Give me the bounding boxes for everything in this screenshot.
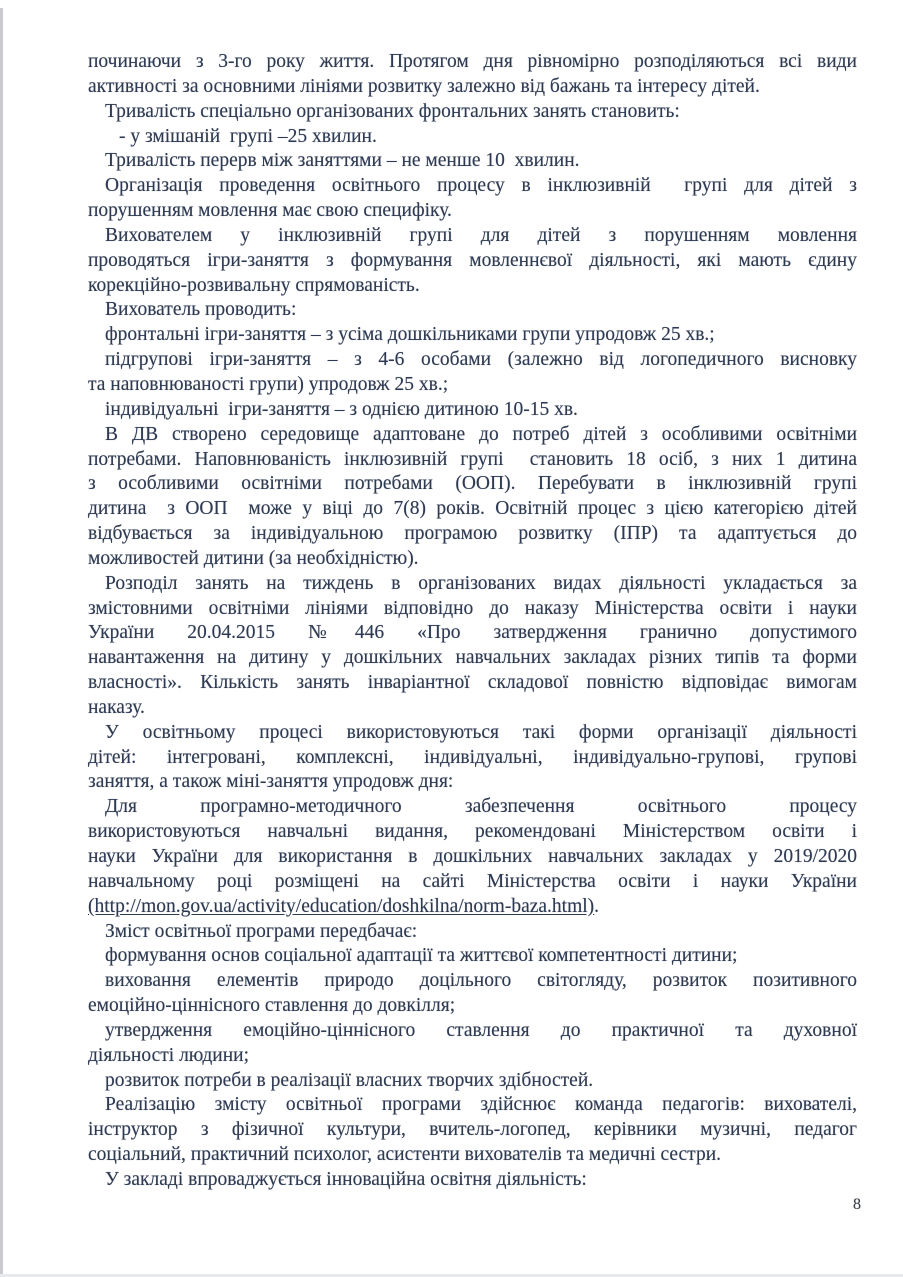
scan-edge-artifact: [0, 8, 3, 1277]
text-line: емоційно-ціннісного ставлення до довкілля;: [88, 995, 456, 1017]
text-line: власності». Кількість занять інваріантної складової повністю відповідає вимогам: [88, 672, 857, 694]
text-line: України 20.04.2015 №446 «Про затвердження гранично допустимого: [88, 622, 857, 644]
text-line: формування основ соціальної адаптації та життєвої компетентності дитини;: [105, 945, 738, 967]
text-line: Тривалість перерв між заняттями – не менше 10 хвилин.: [105, 150, 580, 172]
text-line: корекційно-розвивальну спрямованість.: [88, 274, 420, 296]
text-line: та наповнюваності групи) упродовж 25 хв.;: [88, 373, 449, 395]
text-line: - у змішаній групі –25 хвилин.: [119, 125, 377, 147]
text-line: навчальному році розміщені на сайті Міністерства освіти і науки України: [88, 870, 857, 892]
text-line: змістовними освітніми лініями відповідно до наказу Міністерства освіти і науки: [88, 597, 857, 619]
text-line: утвердження емоційно-ціннісного ставлення до практичної та духовної: [105, 1019, 857, 1041]
text-line: Організація проведення освітнього процесу в інклюзивній групі для дітей з: [105, 175, 857, 197]
hyperlink[interactable]: (http://mon.gov.ua/activity/education/doshkilna/norm-baza.html): [88, 895, 595, 917]
text-line: Вихователь проводить:: [105, 299, 297, 321]
text-line: соціальний, практичний психолог, асистенти вихователів та медичні сестри.: [88, 1144, 722, 1166]
text-line: порушенням мовлення має свою специфіку.: [88, 200, 452, 222]
text-line-suffix: .: [594, 895, 600, 917]
text-line: діяльності людини;: [88, 1044, 250, 1066]
text-line: виховання елементів природо доцільного світогляду, розвиток позитивного: [105, 970, 857, 992]
text-line: Розподіл занять на тиждень в організованих видах діяльності укладається за: [105, 572, 857, 594]
text-line: з особливими освітніми потребами (ООП). Перебувати в інклюзивній групі: [88, 473, 857, 495]
text-line: [88, 895, 857, 920]
text-line: Тривалість спеціально організованих фронтальних занять становить:: [105, 100, 680, 122]
text-line: У закладі впроваджується інноваційна освітня діяльність:: [105, 1168, 587, 1190]
text-line: Реалізацію змісту освітньої програми здійснює команда педагогів: вихователі,: [105, 1094, 857, 1116]
text-line: можливостей дитини (за необхідністю).: [88, 547, 419, 569]
text-line: Вихователем у інклюзивній групі для дітей з порушенням мовлення: [105, 224, 857, 246]
text-line: навантаження на дитину у дошкільних навчальних закладах різних типів та форми: [88, 647, 857, 669]
text-line: починаючи з 3-го року життя. Протягом дня рівномірно розподіляються всі види: [88, 51, 857, 72]
text-line: дітей: інтегровані, комплексні, індивідуальні, індивідуально-групові, групові: [88, 746, 857, 768]
text-line: В ДВ створено середовище адаптоване до потреб дітей з особливими освітніми: [105, 423, 857, 445]
text-line: інструктор з фізичної культури, вчитель-логопед, керівники музичні, педагог: [88, 1119, 857, 1141]
text-line: потребами. Наповнюваність інклюзивній групі становить 18 осіб, з них 1 дитина: [88, 448, 857, 470]
text-line: наказу.: [88, 696, 145, 718]
text-line: науки України для використання в дошкільних навчальних закладах у 2019/2020: [88, 846, 857, 867]
text-line: Зміст освітньої програми передбачає:: [105, 920, 418, 942]
text-line: У освітньому процесі використовуються такі форми організації діяльності: [105, 721, 857, 743]
text-line: фронтальні ігри-заняття – з усіма дошкільниками групи упродовж 25 хв.;: [105, 324, 715, 346]
document-body: [88, 50, 857, 1193]
text-line: використовуються навчальні видання, рекомендовані Міністерством освіти і: [88, 821, 857, 843]
text-line: Для програмно-методичного забезпечення освітнього процесу: [105, 796, 857, 818]
text-line: дитина з ООП може у віці до 7(8) років. Освітній процес з цією категорією дітей: [88, 498, 857, 520]
text-line: проводяться ігри-заняття з формування мовленнєвої діяльності, які мають єдину: [88, 249, 857, 271]
page-number: 8: [853, 1196, 861, 1213]
text-line: активності за основними лініями розвитку залежно від бажань та інтересу дітей.: [88, 75, 760, 97]
text-line: розвиток потреби в реалізації власних творчих здібностей.: [105, 1069, 594, 1091]
text-line: заняття, а також міні-заняття упродовж дня:: [88, 771, 454, 793]
text-line: відбувається за індивідуальною програмою розвитку (ІПР) та адаптується до: [88, 523, 857, 545]
text-line: індивідуальні ігри-заняття – з однією дитиною 10-15 хв.: [105, 398, 578, 420]
text-line: підгрупові ігри-заняття – з 4-6 особами (залежно від логопедичного висновку: [105, 349, 857, 371]
